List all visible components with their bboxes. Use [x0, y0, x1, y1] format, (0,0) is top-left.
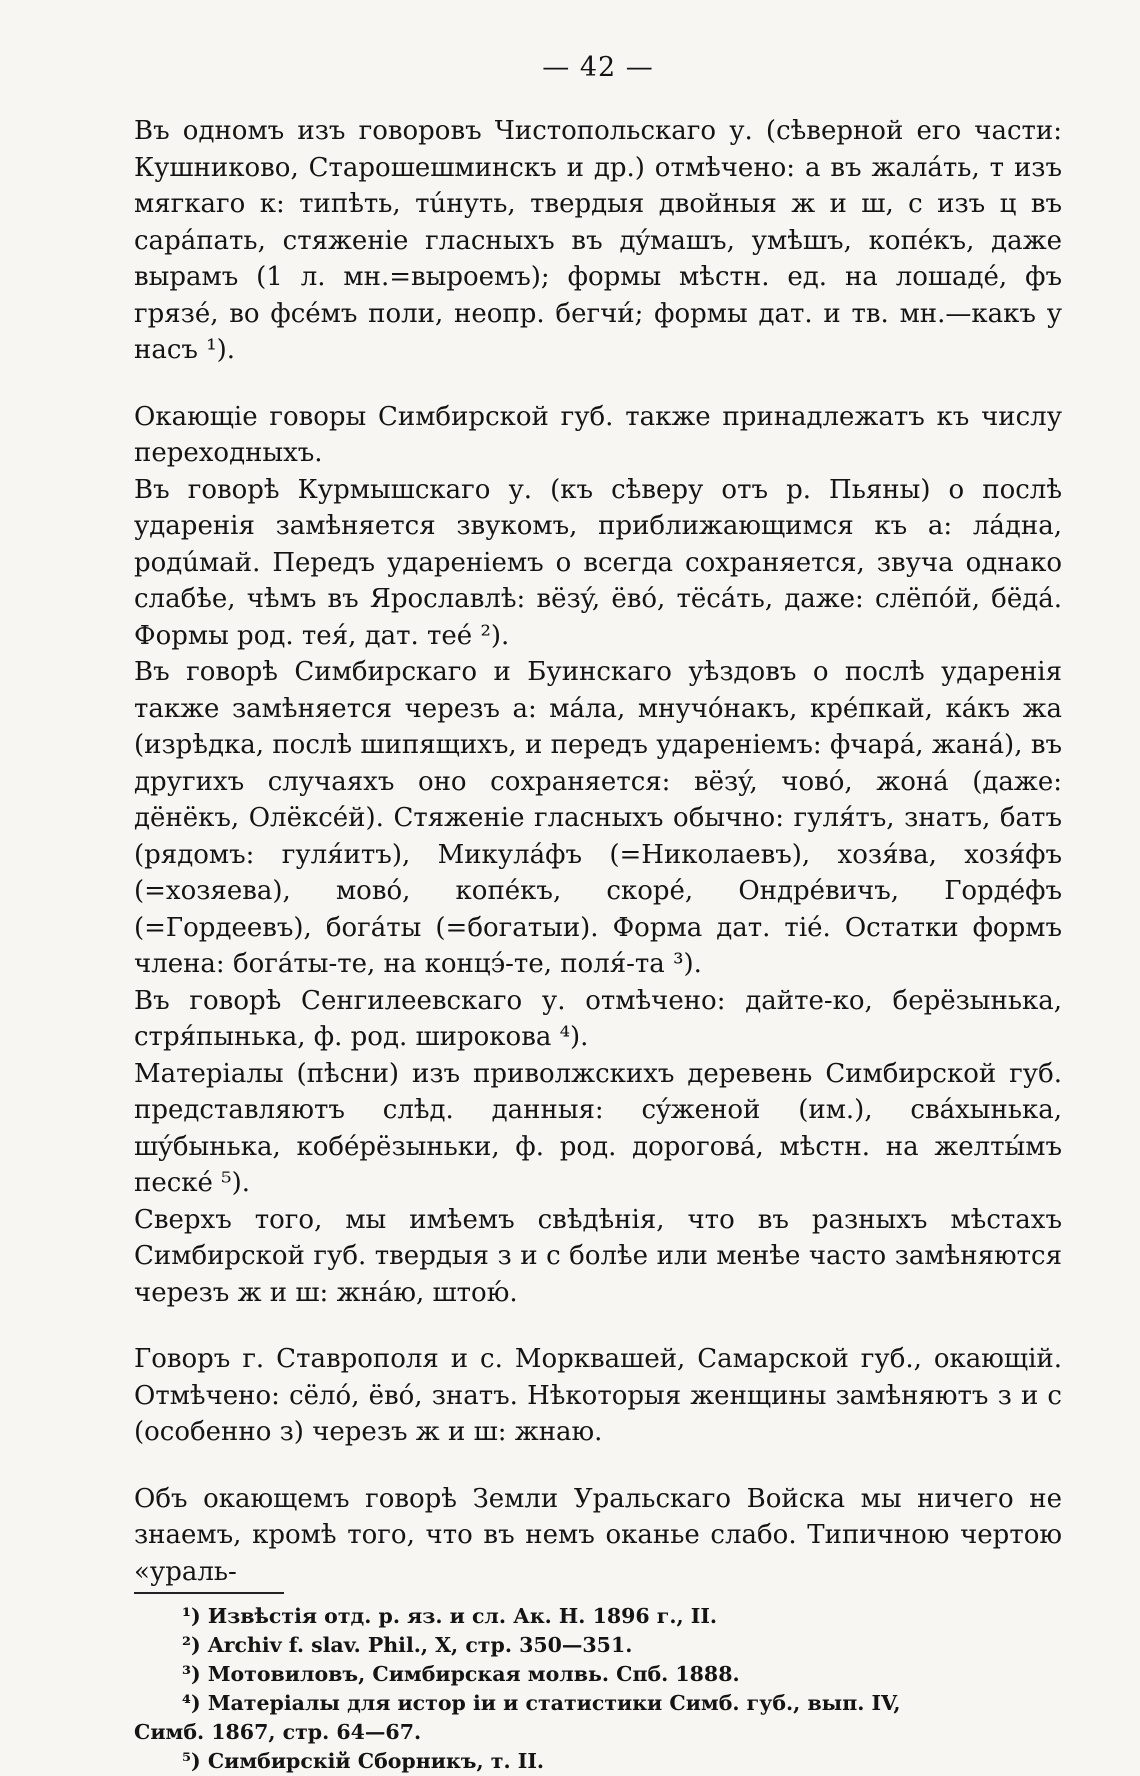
paragraph-kurmysh: Въ говорѣ Курмышскаго у. (къ сѣверу отъ р. Пьяны) о послѣ ударенія замѣняется звукомъ, приближающимся къ а: лáдна, родúмай. Передъ удареніемъ о всегда сохраняется, звуча однако слабѣе, чѣмъ въ Ярославлѣ: вёзý, ёвó, тёсáть, даже: слёпóй, бёдá. Формы род. тея́, дат. тее́ ²).: [134, 474, 1062, 651]
section-gap: [134, 1311, 1062, 1341]
paragraph-chistopol: Въ одномъ изъ говоровъ Чистопольскаго у. (сѣверной его части: Кушниково, Старошешминскъ и др.) отмѣчено: а въ жалáть, т изъ мягкаго к: типѣть, тúнуть, твердыя двойныя ж и ш, с изъ ц въ сарáпать, стяженіе гласныхъ въ дýмашъ, умѣшъ, копéкъ, даже вырамъ (1 л. мн.=выроемъ); формы мѣстн. ед. на лошадé, фъ грязé, во фсéмъ поли, неопр. бегчи́; формы дат. и тв. мн.—какъ у насъ ¹).: [134, 116, 1062, 365]
paragraph-sengilei: Въ говорѣ Сенгилеевскаго у. отмѣчено: дайте-ко, берёзынька, стря́пынька, ф. род. широкова ⁴).: [134, 985, 1062, 1052]
section-gap: [134, 1451, 1062, 1481]
paragraph-materials: Матеріалы (пѣсни) изъ приволжскихъ деревень Симбирской губ. представляютъ слѣд. данныя: сýженой (им.), свáхынька, шýбынька, кобéрёзыньки, ф. род. дороговá, мѣстн. на желты́мъ пескé ⁵).: [134, 1058, 1062, 1198]
paragraph-stavropol: Говоръ г. Ставрополя и с. Морквашей, Самарской губ., окающій. Отмѣчено: сёлó, ёвó, знатъ. Нѣкоторыя женщины замѣняютъ з и с (особенно з) черезъ ж и ш: жнаю.: [134, 1344, 1062, 1447]
footnote-1: ¹) Извѣстія отд. р. яз. и сл. Ак. Н. 1896 г., II.: [182, 1604, 718, 1628]
page-number: — 42 —: [542, 52, 654, 83]
footnote-4: ⁴) Матеріалы для истор іи и статистики Симб. губ., вып. IV,: [182, 1691, 901, 1715]
footnote-3: ³) Мотовиловъ, Симбирская молвь. Спб. 1888.: [182, 1662, 740, 1686]
paragraph-moreover: Сверхъ того, мы имѣемъ свѣдѣнія, что въ разныхъ мѣстахъ Симбирской губ. твердыя з и с болѣе или менѣе часто замѣняются черезъ ж и ш: жнáю, штою́.: [134, 1204, 1062, 1308]
paragraph-simbirsk-intro: Окающіе говоры Симбирской губ. также принадлежатъ къ числу переходныхъ.: [134, 401, 1062, 468]
footnote-5: ⁵) Симбирскій Сборникъ, т. II.: [182, 1749, 545, 1773]
paragraph-ural: Объ окающемъ говорѣ Земли Уральскаго Войска мы ничего не знаемъ, кромѣ того, что въ немъ оканье слабо. Типичною чертою «ураль-: [134, 1483, 1062, 1587]
footnote-rule: [134, 1592, 284, 1594]
paragraph-simbirsk-buinsk: Въ говорѣ Симбирскаго и Буинскаго уѣздовъ о послѣ ударенія также замѣняется черезъ а: мáла, мнучóнакъ, крéпкай, кáкъ жа (изрѣдка, послѣ шипящихъ, и передъ удареніемъ: фчарá, жанá), въ другихъ случаяхъ оно сохраняется: вёзý, човó, жонá (даже: дёнёкъ, Олёксéй). Стяженіе гласныхъ обычно: гуля́тъ, знатъ, батъ (рядомъ: гуля́итъ), Микулáфъ (=Николаевъ), хозя́ва, хозя́фъ (=хозяева), мовó, копéкъ, скорé, Ондрéвичъ, Гордéфъ (=Гордеевъ), богáты (=богатыи). Форма дат. тіé. Остатки формъ члена: богáты-те, на концэ́-те, поля́-та ³).: [134, 657, 1062, 979]
footnote-2: ²) Archiv f. slav. Phil., X, стр. 350—351.: [182, 1633, 633, 1657]
footnote-4-continuation: Симб. 1867, стр. 64—67.: [134, 1720, 422, 1744]
section-gap: [134, 369, 1062, 399]
